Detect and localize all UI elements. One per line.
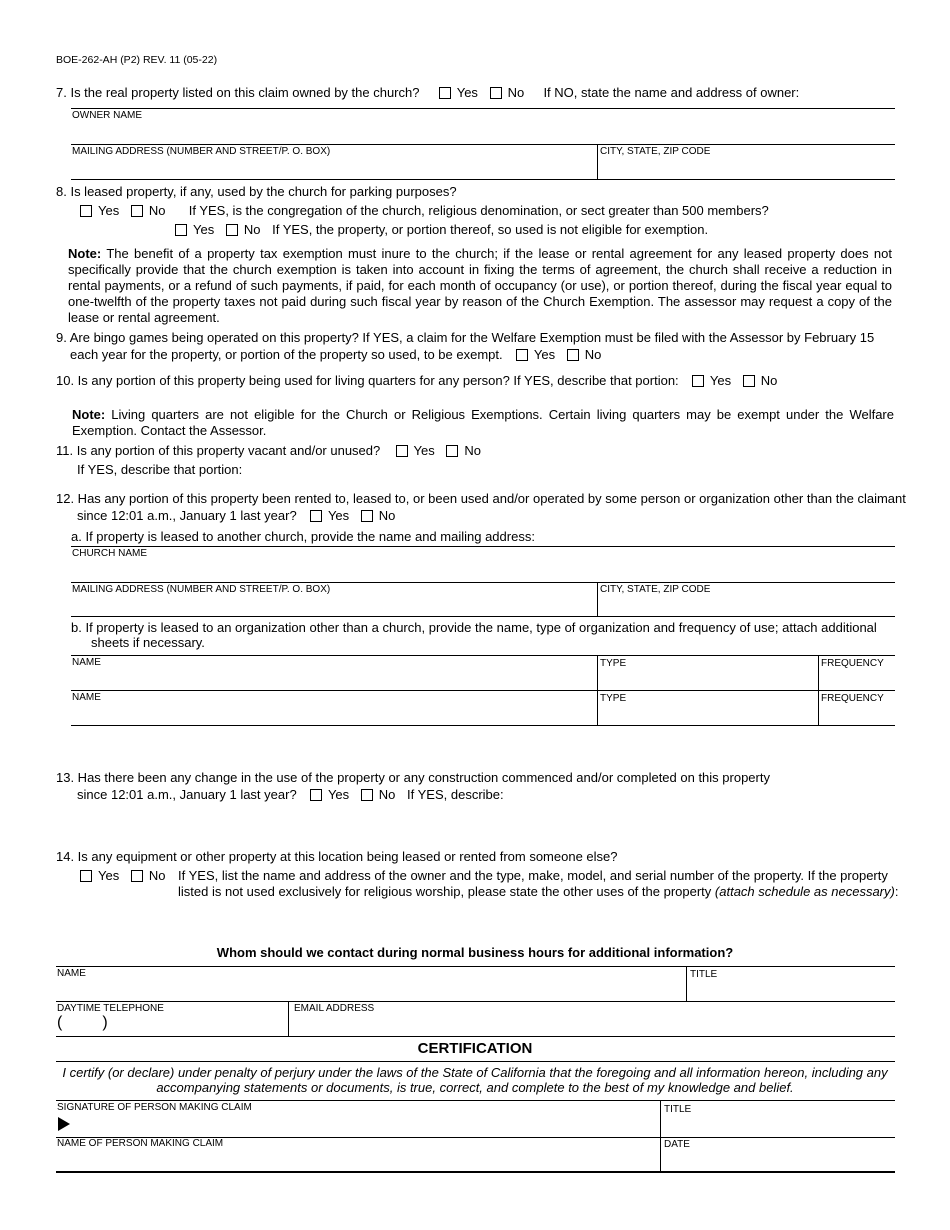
q7-owner-name-label: OWNER NAME	[72, 110, 142, 121]
q12-mailing-address-label: MAILING ADDRESS (NUMBER AND STREET/P. O. BOX)	[72, 584, 331, 595]
divider	[686, 966, 687, 1001]
q13-no-checkbox[interactable]	[361, 789, 373, 801]
contact-name-label: NAME	[57, 968, 86, 979]
q14-yes-checkbox[interactable]	[80, 870, 92, 882]
form-id: BOE-262-AH (P2) REV. 11 (05-22)	[56, 54, 218, 66]
q8-line3	[175, 222, 708, 238]
q11-no-option[interactable]: No	[446, 443, 481, 459]
q12-city-field[interactable]	[599, 596, 894, 615]
signature-label: SIGNATURE OF PERSON MAKING CLAIM	[57, 1102, 252, 1113]
q8-note: Note: The benefit of a property tax exemption must inure to the church; if the lease or rental agreement for any leased property does not specifically provide that the church exemption is taken into account in fixing the terms of agreement, the church shall receive a reduction in rental payments, or a refund of such payments, if paid, for each month of occupancy (or use), or portion thereof, during the fiscal year equal to one-twelfth of the property taxes not paid during such fiscal year by reason of the Church Exemption. The assessor may request a copy of the lease or rental agreement.	[68, 246, 892, 325]
divider	[56, 966, 895, 967]
q9-yes-checkbox[interactable]	[516, 349, 528, 361]
contact-email-field[interactable]	[290, 1015, 894, 1035]
q12-mailing-address-field[interactable]	[71, 596, 596, 615]
q12b-type-field-2[interactable]	[599, 705, 817, 724]
divider	[56, 1061, 895, 1062]
divider	[56, 1100, 895, 1101]
q8-yes-checkbox[interactable]	[80, 205, 92, 217]
q12b-name-label-2: NAME	[72, 692, 101, 703]
q11-followup: If YES, describe that portion:	[77, 462, 243, 477]
q12-yes-option[interactable]: Yes	[310, 508, 349, 524]
divider	[71, 546, 895, 547]
divider	[71, 179, 895, 180]
q7-followup: If NO, state the name and address of owner:	[543, 85, 800, 100]
q7-yes-checkbox[interactable]	[439, 87, 451, 99]
q12-church-name-label: CHURCH NAME	[72, 548, 147, 559]
q10-no-checkbox[interactable]	[743, 375, 755, 387]
q8-no-option[interactable]: No	[131, 203, 166, 219]
q12b-type-label-1: TYPE	[600, 658, 627, 669]
divider	[71, 582, 895, 583]
q12-church-name-field[interactable]	[71, 560, 895, 581]
q12a-text: a. If property is leased to another church, provide the name and mailing address:	[71, 529, 535, 544]
q10-text: 10. Is any portion of this property being used for living quarters for any person? If YES, describe that portion:	[56, 373, 679, 388]
divider	[56, 1036, 895, 1037]
q13-line2: since 12:01 a.m., January 1 last year? Yes No If YES, describe:	[77, 787, 504, 802]
q11-line	[56, 443, 489, 459]
q12-no-option[interactable]: No	[361, 508, 396, 524]
q7-mailing-address-label: MAILING ADDRESS (NUMBER AND STREET/P. O. BOX)	[72, 146, 331, 157]
q12b-text2: sheets if necessary.	[91, 635, 205, 650]
q12-line2: since 12:01 a.m., January 1 last year? Yes No	[77, 508, 396, 523]
q8b-no-option[interactable]: No	[226, 222, 261, 238]
q12-city-label: CITY, STATE, ZIP CODE	[600, 584, 711, 595]
contact-phone-field[interactable]: ( )	[57, 1014, 108, 1031]
q12b-type-label-2: TYPE	[600, 693, 627, 704]
divider	[288, 1001, 289, 1036]
contact-email-label: EMAIL ADDRESS	[294, 1003, 375, 1014]
contact-phone-label: DAYTIME TELEPHONE	[57, 1003, 164, 1014]
q11-no-checkbox[interactable]	[446, 445, 458, 457]
q8-text: 8. Is leased property, if any, used by the church for parking purposes?	[56, 184, 457, 199]
q7-text: 7. Is the real property listed on this claim owned by the church?	[56, 85, 420, 100]
q8b-no-checkbox[interactable]	[226, 224, 238, 236]
q8-no-checkbox[interactable]	[131, 205, 143, 217]
divider	[597, 582, 598, 616]
contact-title-label: TITLE	[690, 969, 718, 980]
divider	[56, 1001, 895, 1002]
q12b-name-field-2[interactable]	[71, 704, 596, 724]
q9-no-option[interactable]: No	[567, 347, 602, 363]
q7-yes-option[interactable]: Yes	[439, 85, 478, 101]
contact-name-field[interactable]	[56, 980, 684, 1000]
q11-yes-option[interactable]: Yes	[396, 443, 435, 459]
q7-no-checkbox[interactable]	[490, 87, 502, 99]
q8-yes-option[interactable]: Yes	[80, 203, 119, 219]
q14-options	[80, 868, 173, 884]
divider	[71, 690, 895, 691]
cert-date-field[interactable]	[662, 1151, 894, 1170]
q9-yes-option[interactable]: Yes	[516, 347, 555, 363]
divider	[71, 725, 895, 726]
q8-line2	[80, 203, 769, 219]
q13-yes-checkbox[interactable]	[310, 789, 322, 801]
contact-heading: Whom should we contact during normal business hours for additional information?	[216, 945, 734, 960]
q12-no-checkbox[interactable]	[361, 510, 373, 522]
q12b-frequency-field-2[interactable]	[820, 705, 894, 724]
q13-no-option[interactable]: No	[361, 787, 396, 803]
q10-line	[56, 373, 785, 389]
divider	[71, 144, 895, 145]
divider	[71, 655, 895, 656]
signature-arrow-icon	[58, 1117, 70, 1131]
divider	[56, 1171, 895, 1173]
q13-text: 13. Has there been any change in the use of the property or any construction commenced and/or completed on this property	[56, 770, 770, 785]
q9-line2: each year for the property, or portion of the property so used, to be exempt. Yes No	[70, 347, 602, 362]
q7-mailing-address-field[interactable]	[71, 158, 596, 178]
q14-no-checkbox[interactable]	[131, 870, 143, 882]
q7-city-field[interactable]	[599, 158, 894, 178]
divider	[71, 616, 895, 617]
q10-yes-option[interactable]: Yes	[692, 373, 731, 389]
q13-yes-option[interactable]: Yes	[310, 787, 349, 803]
cert-date-label: DATE	[664, 1139, 690, 1150]
claimant-name-label: NAME OF PERSON MAKING CLAIM	[57, 1138, 224, 1149]
cert-title-field[interactable]	[662, 1116, 894, 1136]
q14-text: 14. Is any equipment or other property at this location being leased or rented from someone else?	[56, 849, 618, 864]
q10-note: Note: Living quarters are not eligible for the Church or Religious Exemptions. Certain living quarters may be exempt under the Welfare Exemption. Contact the Assessor.	[72, 407, 894, 438]
q7-city-label: CITY, STATE, ZIP CODE	[600, 146, 711, 157]
q14-yes-option[interactable]: Yes	[80, 868, 119, 884]
q11-yes-checkbox[interactable]	[396, 445, 408, 457]
q12b-name-label-1: NAME	[72, 657, 101, 668]
claimant-name-field[interactable]	[56, 1150, 658, 1170]
certification-text-1: I certify (or declare) under penalty of perjury under the laws of the State of California that the foregoing and all information hereon, including any	[62, 1065, 888, 1080]
contact-title-field[interactable]	[688, 981, 894, 1000]
q12-yes-checkbox[interactable]	[310, 510, 322, 522]
q13-followup: If YES, describe:	[407, 787, 504, 802]
signature-field[interactable]	[74, 1114, 658, 1136]
divider	[597, 144, 598, 179]
q7-no-option[interactable]: No	[490, 85, 525, 101]
q14-followup2: listed is not used exclusively for religious worship, please state the other uses of the property (attach schedule as necessary):	[178, 884, 899, 899]
divider	[660, 1100, 661, 1172]
q10-yes-checkbox[interactable]	[692, 375, 704, 387]
q10-no-option[interactable]: No	[743, 373, 778, 389]
q8-followup1: If YES, is the congregation of the church, religious denomination, or sect greater than 500 members?	[188, 203, 769, 218]
q7-owner-name-field[interactable]	[71, 122, 895, 143]
q7-owner-name-topline	[71, 108, 895, 109]
q8-followup2: If YES, the property, or portion thereof, so used is not eligible for exemption.	[272, 222, 709, 237]
q9-no-checkbox[interactable]	[567, 349, 579, 361]
q7-line	[56, 85, 799, 101]
q9-text: 9. Are bingo games being operated on this property? If YES, a claim for the Welfare Exemption must be filed with the Assessor by February 15	[56, 330, 875, 345]
q12b-type-field-1[interactable]	[599, 670, 817, 689]
certification-heading: CERTIFICATION	[417, 1040, 533, 1057]
cert-title-label: TITLE	[664, 1104, 692, 1115]
q14-followup1: If YES, list the name and address of the owner and the type, make, model, and serial number of the property. If the property	[178, 868, 888, 883]
q11-text: 11. Is any portion of this property vacant and/or unused?	[56, 443, 381, 458]
q12b-frequency-label-1: FREQUENCY	[821, 658, 884, 669]
q12b-text: b. If property is leased to an organization other than a church, provide the name, type of organization and frequency of use; attach additional	[71, 620, 877, 635]
q12-text: 12. Has any portion of this property been rented to, leased to, or been used and/or operated by some person or organization other than the claimant	[56, 491, 906, 506]
certification-text-2: accompanying statements or documents, is true, correct, and complete to the best of my knowledge and belief.	[156, 1080, 794, 1095]
q8b-yes-option[interactable]: Yes	[175, 222, 214, 238]
q14-no-option[interactable]: No	[131, 868, 166, 884]
q8b-yes-checkbox[interactable]	[175, 224, 187, 236]
q12b-name-field-1[interactable]	[71, 669, 596, 689]
q12b-frequency-label-2: FREQUENCY	[821, 693, 884, 704]
q12b-frequency-field-1[interactable]	[820, 670, 894, 689]
